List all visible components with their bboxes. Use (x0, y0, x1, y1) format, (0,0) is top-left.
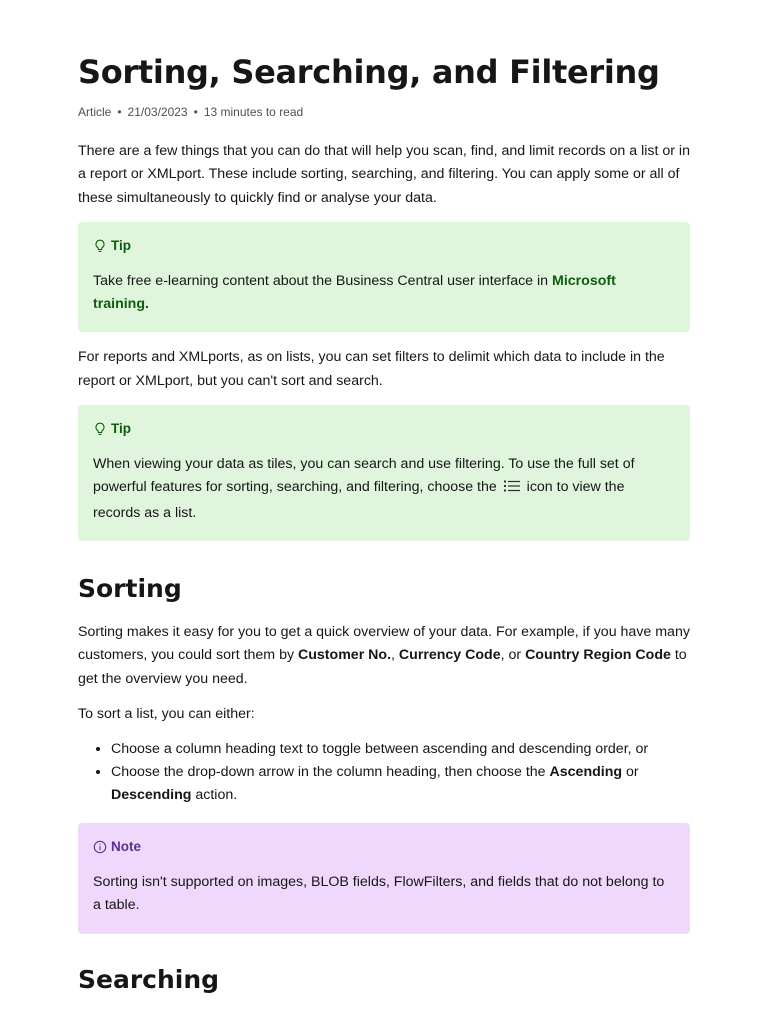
tip-callout (78, 405, 690, 541)
list-view-icon (503, 478, 521, 501)
field-currency-code: Currency Code (398, 647, 501, 664)
tip-text (93, 453, 675, 525)
sort-list-intro: To sort a list, you can either: (78, 705, 255, 722)
list-item: • Choose a column heading text to toggle between ascending and descending order, or (111, 738, 690, 761)
field-customer-no: Customer No. (298, 647, 392, 664)
list-item-text: or (622, 764, 639, 781)
tip-label: Tip (111, 237, 131, 253)
tip-title (93, 419, 675, 439)
sorting-heading: Sorting (78, 573, 182, 603)
tip-label: Tip (111, 421, 131, 437)
info-icon (93, 840, 107, 854)
tip-callout (78, 222, 690, 333)
field-country-region-code: Country Region Code (525, 647, 671, 664)
ascending-action: Ascending (549, 764, 623, 781)
tip-period: . (145, 296, 149, 313)
tip-body: When viewing your data as tiles, you can search and use filtering. To use the full set of powerful features for sorting, searching, and filtering, choose the (93, 456, 635, 496)
tip-text (93, 270, 675, 317)
tip-title (93, 236, 675, 256)
list-item-text: action. (191, 787, 238, 804)
lightbulb-icon (93, 422, 107, 436)
list-item (111, 761, 690, 807)
article-meta (78, 104, 690, 120)
meta-type: Article (78, 105, 112, 119)
meta-separator: • (117, 105, 122, 119)
microsoft-training-link[interactable]: Microsoft training (93, 272, 616, 313)
sorting-text: , or (500, 647, 526, 664)
sorting-text: to get the overview you need. (78, 647, 687, 687)
reports-paragraph: For reports and XMLports, as on lists, you can set filters to delimit which data to include in the report or XMLport, but you can't sort and search. (78, 349, 665, 389)
intro-paragraph: There are a few things that you can do that will help you scan, find, and limit records on a list or in a report or XMLport. These include sorting, searching, and filtering. You can apply some or all of these simultaneously to quickly find or analyse your data. (78, 143, 690, 206)
sorting-paragraph (78, 621, 690, 691)
note-callout (78, 823, 690, 934)
tip-body-continued: icon to view the records as a list. (93, 479, 625, 521)
list-item-text: Choose the drop-down arrow in the column heading, then choose the (111, 764, 550, 781)
page-title: Sorting, Searching, and Filtering (78, 53, 660, 91)
lightbulb-icon (93, 239, 107, 253)
sorting-text: Sorting makes it easy for you to get a quick overview of your data. For example, if you have many customers, you could sort them by (78, 623, 690, 664)
searching-heading: Searching (78, 964, 220, 994)
sort-options-list (78, 738, 690, 807)
meta-separator: • (193, 105, 198, 119)
sorting-text: , (391, 647, 399, 664)
note-text: Sorting isn't supported on images, BLOB fields, FlowFilters, and fields that do not belong to a table. (93, 874, 665, 914)
note-label: Note (111, 839, 141, 855)
descending-action: Descending (111, 787, 192, 804)
tip-body: Take free e-learning content about the Business Central user interface in (93, 272, 552, 289)
meta-date: 21/03/2023 (127, 105, 188, 119)
note-title (93, 837, 675, 857)
meta-read-time: 13 minutes to read (203, 105, 304, 119)
